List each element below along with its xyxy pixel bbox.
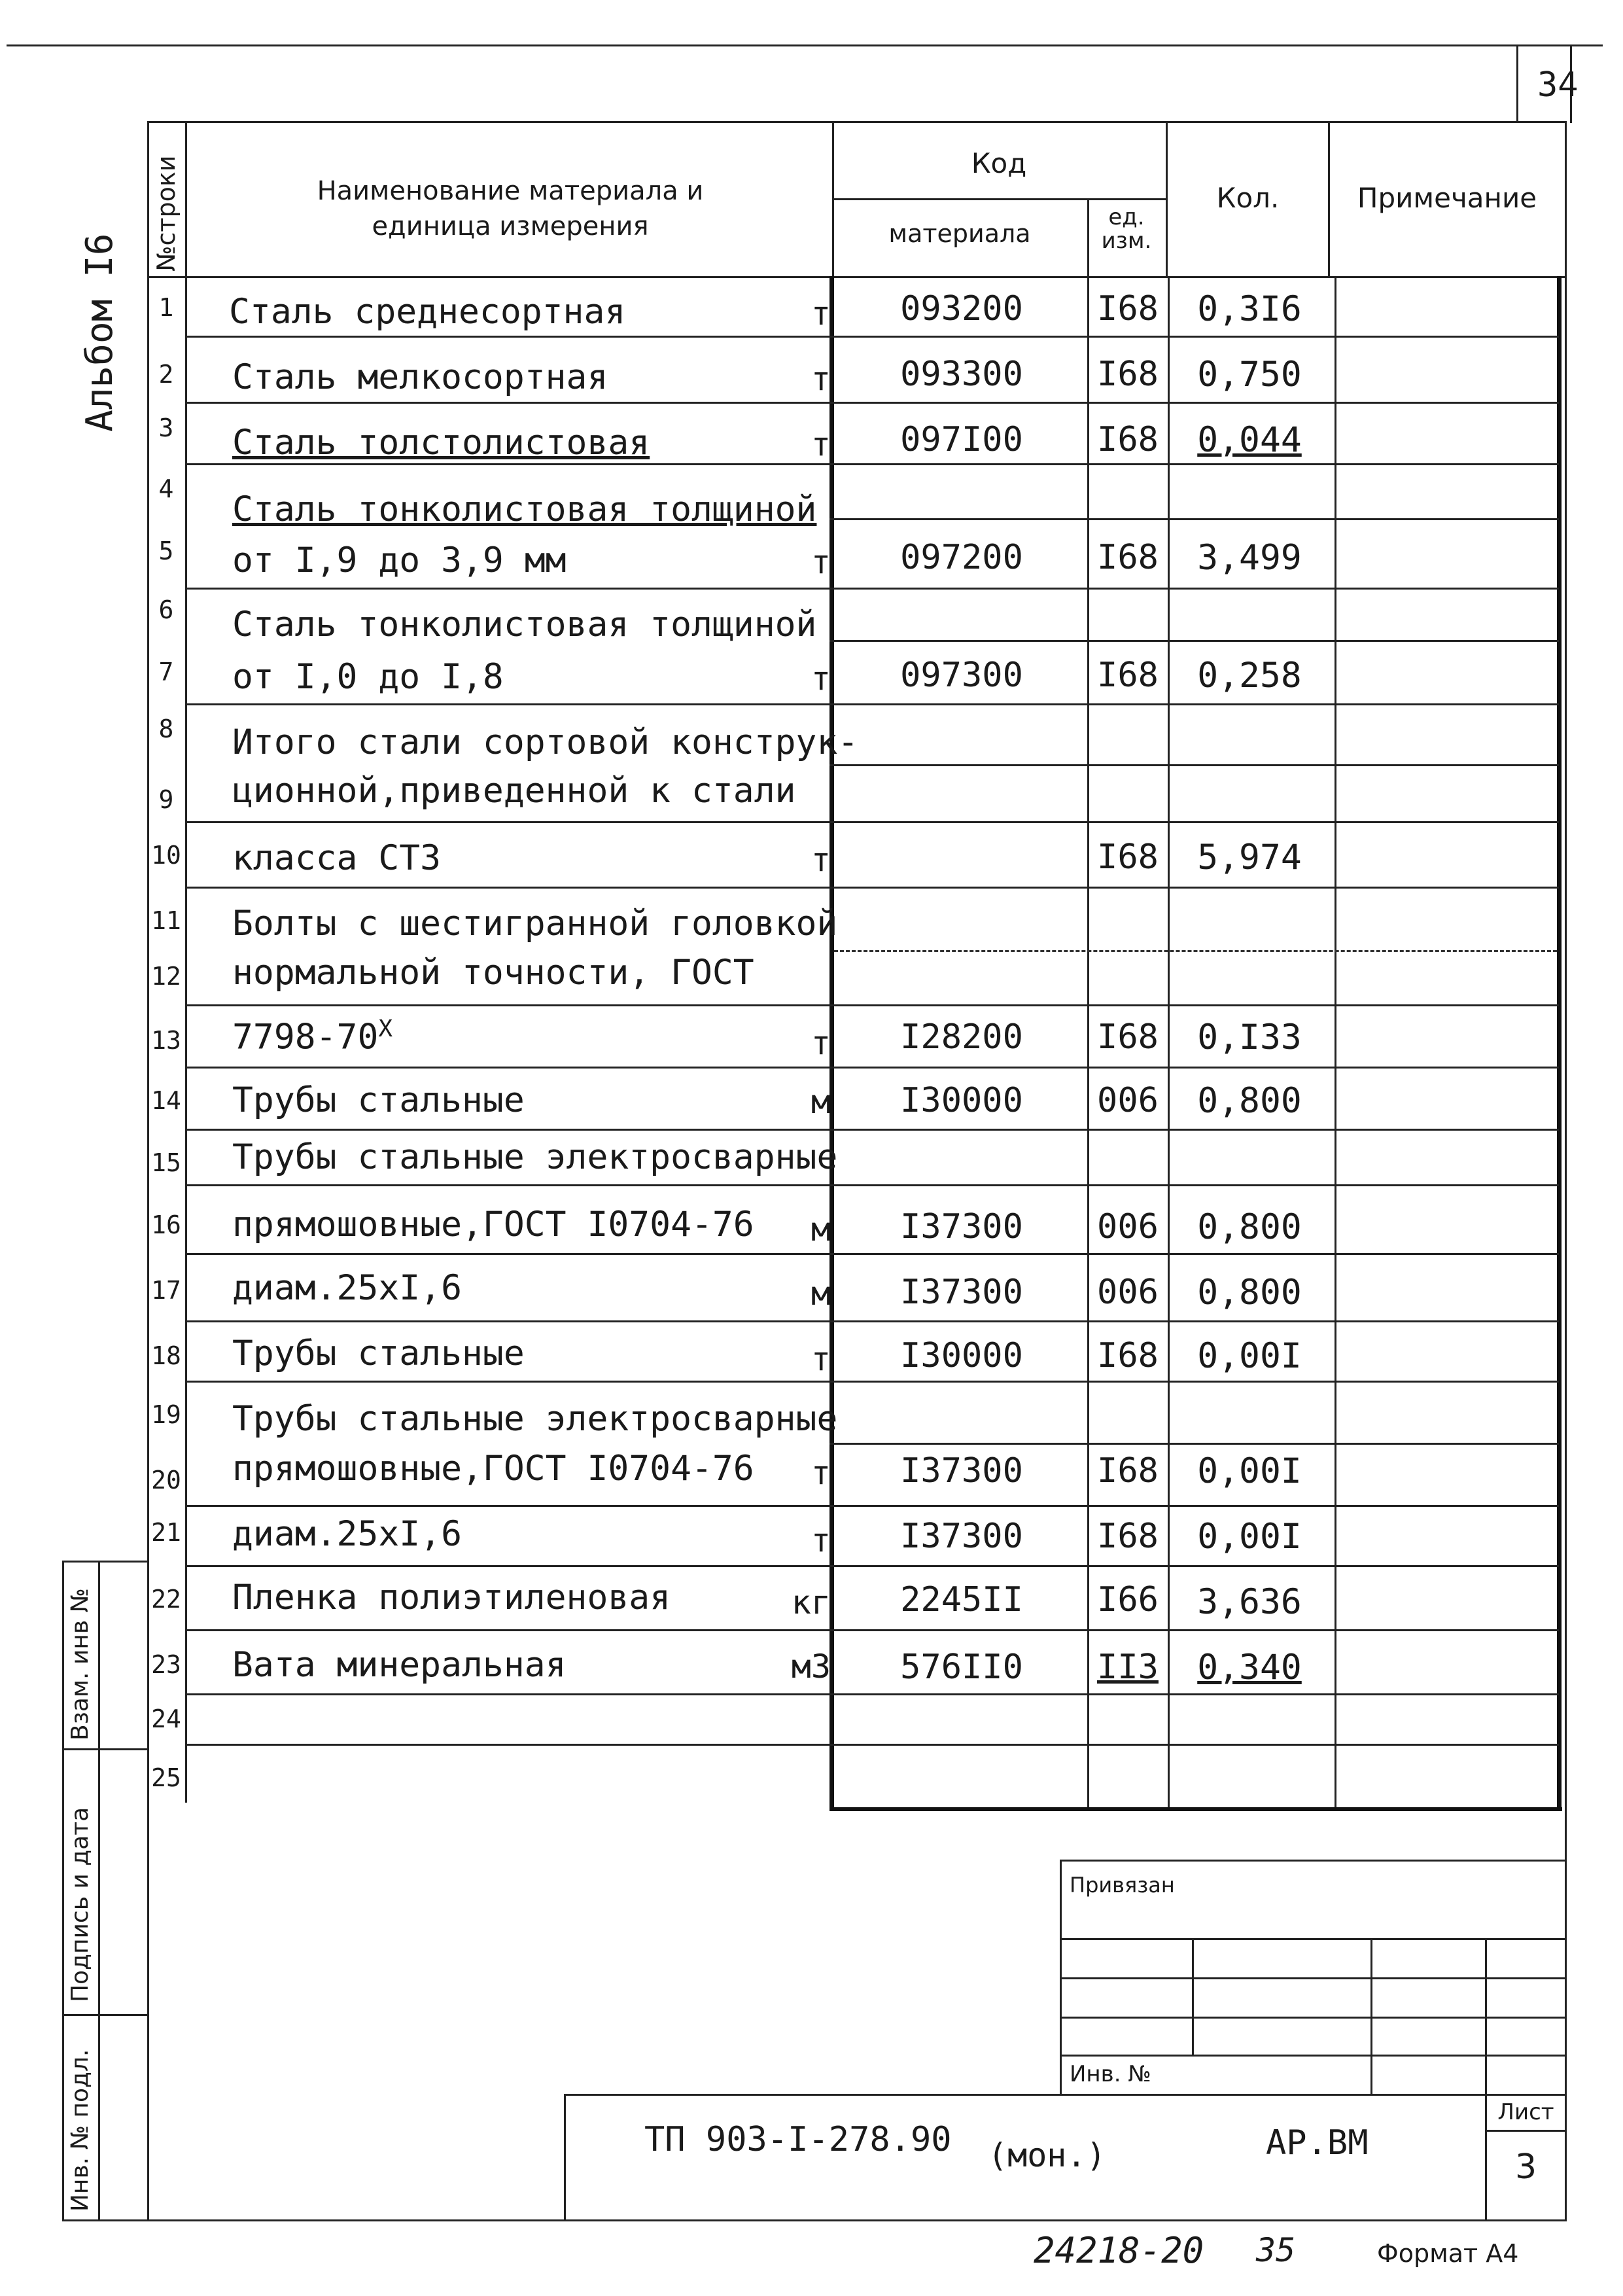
- col-divider-qty: [1168, 276, 1170, 1807]
- row-code: I37300: [900, 1451, 1023, 1491]
- row-line: [185, 1693, 1559, 1695]
- row-eu: I68: [1097, 355, 1159, 394]
- row-unit: т: [811, 660, 831, 698]
- privyazan-top: [1060, 1860, 1567, 1862]
- row-eu: I68: [1097, 1451, 1159, 1491]
- row-unit: т: [811, 1340, 831, 1378]
- row-unit: м: [811, 1083, 831, 1121]
- row-number: 4: [158, 474, 174, 503]
- row-code: 097I00: [900, 420, 1023, 459]
- row-name: прямошовные,ГОСТ I0704-76: [232, 1449, 754, 1489]
- row-number: 25: [151, 1763, 181, 1792]
- row-code: I37300: [900, 1273, 1023, 1312]
- row-qty: 0,340: [1197, 1648, 1302, 1687]
- row-number: 2: [158, 360, 174, 389]
- row-eu: I68: [1097, 538, 1159, 577]
- header-code-material: материала: [888, 219, 1031, 248]
- row-line: [185, 1129, 1559, 1131]
- row-qty: 0,00I: [1197, 1517, 1302, 1557]
- header-code: Код: [971, 147, 1027, 179]
- row-number: 20: [151, 1466, 181, 1494]
- row-name: от I,9 до 3,9 мм: [232, 540, 567, 580]
- row-code: I37300: [900, 1517, 1023, 1556]
- row-number: 7: [158, 658, 174, 686]
- row-eu: I66: [1097, 1580, 1159, 1619]
- row-line: [185, 1004, 1559, 1006]
- row-name: нормальной точности, ГОСТ: [232, 953, 754, 993]
- side-stamp-inner: [98, 1561, 100, 2221]
- row-code: 2245II: [900, 1580, 1023, 1619]
- row-qty: 0,800: [1197, 1081, 1302, 1121]
- row-name: Сталь мелкосортная: [232, 357, 608, 397]
- inv-no-label: Инв. №: [1070, 2061, 1151, 2087]
- privyazan-col2: [1370, 1938, 1372, 2095]
- footer-handwritten-number: 24218-20: [1034, 2230, 1204, 2271]
- header-note: Примечание: [1357, 182, 1537, 214]
- row-number: 11: [151, 906, 181, 935]
- row-name: Трубы стальные: [232, 1333, 525, 1373]
- row-line: [185, 1505, 1559, 1507]
- row-code: 576II0: [900, 1648, 1023, 1687]
- row-line: [185, 1629, 1559, 1631]
- row-number: 12: [151, 962, 181, 991]
- footer-number: 35: [1256, 2231, 1296, 2269]
- row-number: 19: [151, 1400, 181, 1429]
- row-line: [185, 588, 1559, 590]
- row-eu: I68: [1097, 656, 1159, 695]
- row-qty: 0,I33: [1197, 1017, 1302, 1057]
- row-name-text: 7798-70: [232, 1017, 379, 1057]
- row-eu: II3: [1097, 1648, 1159, 1687]
- row-qty: 0,00I: [1197, 1451, 1302, 1491]
- thick-right-note: [1557, 276, 1562, 1810]
- privyazan-row4: [1060, 2055, 1567, 2057]
- side-stamp-top: [62, 1561, 148, 1563]
- side-stamp-inv-podl: Инв. № подл.: [67, 2049, 94, 2212]
- row-name: [232, 1017, 393, 1055]
- row-name-superscript: Х: [378, 1016, 393, 1042]
- thick-bottom-table: [829, 1807, 1562, 1811]
- row-dashed-line: [834, 950, 1557, 952]
- row-name: Трубы стальные электросварные: [232, 1399, 838, 1439]
- row-unit: т: [811, 294, 831, 332]
- row-code: 097300: [900, 656, 1023, 695]
- doc-mark: АР.ВМ: [1266, 2123, 1369, 2163]
- row-qty: 5,974: [1197, 838, 1302, 877]
- sheet-divider: [1485, 2130, 1567, 2132]
- row-code: I28200: [900, 1017, 1023, 1057]
- footer-format: Формат А4: [1377, 2239, 1519, 2268]
- row-eu: 006: [1097, 1273, 1159, 1312]
- row-line: [185, 1067, 1559, 1069]
- row-number-divider: [185, 121, 187, 1803]
- row-eu: I68: [1097, 1017, 1159, 1057]
- row-qty: 0,044: [1197, 420, 1302, 460]
- row-line: [829, 640, 1559, 642]
- top-rule: [7, 44, 1603, 46]
- side-stamp-div2: [62, 2014, 148, 2016]
- right-frame-line: [1565, 121, 1567, 2221]
- row-eu: I68: [1097, 1336, 1159, 1375]
- row-line: [185, 336, 1559, 338]
- row-qty: 0,3I6: [1197, 289, 1302, 329]
- row-name: Итого стали сортовой конструк-: [232, 722, 859, 762]
- row-name: Трубы стальные: [232, 1080, 525, 1120]
- header-bottom-line: [147, 276, 1567, 278]
- row-name: прямошовные,ГОСТ I0704-76: [232, 1205, 754, 1245]
- row-line: [829, 764, 1559, 766]
- row-name: ционной,приведенной к стали: [232, 771, 796, 811]
- row-name: Сталь толстолистовая: [232, 423, 650, 463]
- row-name: Вата минеральная: [232, 1645, 567, 1685]
- row-number: 13: [151, 1026, 181, 1055]
- row-eu: 006: [1097, 1207, 1159, 1246]
- header-code-unit: [1087, 206, 1166, 253]
- row-number: 21: [151, 1518, 181, 1547]
- row-unit: м3: [791, 1648, 831, 1686]
- header-code-underline: [832, 198, 1166, 200]
- row-eu: I68: [1097, 420, 1159, 459]
- row-code: 093300: [900, 355, 1023, 394]
- row-line: [185, 1381, 1559, 1383]
- row-eu: I68: [1097, 838, 1159, 877]
- row-line: [185, 1744, 1559, 1746]
- row-unit: т: [811, 1521, 831, 1559]
- header-code-unit-line2: изм.: [1101, 227, 1152, 254]
- row-name: класса СТ3: [232, 838, 442, 878]
- sheet-label: Лист: [1497, 2099, 1554, 2125]
- row-eu: I68: [1097, 289, 1159, 328]
- col-divider-note: [1335, 276, 1336, 1807]
- col-divider-eu: [1087, 276, 1089, 1807]
- privyazan-row2: [1060, 1977, 1567, 1979]
- row-name: Сталь среднесортная: [229, 292, 626, 332]
- row-unit: т: [811, 1024, 831, 1062]
- side-stamp-div1: [62, 1748, 148, 1750]
- header-top-line: [147, 121, 1567, 123]
- row-line: [185, 1320, 1559, 1322]
- row-unit: т: [811, 1454, 831, 1492]
- row-code: 097200: [900, 538, 1023, 577]
- sheet-number: 3: [1514, 2147, 1537, 2187]
- side-stamp-vzam: Взам. инв №: [67, 1588, 94, 1740]
- privyazan-label: Привязан: [1070, 1873, 1175, 1898]
- row-name: Пленка полиэтиленовая: [232, 1578, 671, 1617]
- privyazan-col1: [1192, 1938, 1194, 2056]
- row-qty: 3,499: [1197, 538, 1302, 578]
- title-block-left: [564, 2094, 566, 2221]
- doc-mon: (мон.): [988, 2136, 1106, 2174]
- row-number: 15: [151, 1148, 181, 1177]
- row-unit: м: [811, 1275, 831, 1313]
- side-stamp-bottom: [62, 2219, 1567, 2221]
- privyazan-row1: [1060, 1938, 1567, 1940]
- row-line: [185, 463, 1559, 465]
- side-stamp-podpis: Подпись и дата: [67, 1807, 94, 2002]
- row-unit: т: [811, 841, 831, 879]
- row-line: [185, 1565, 1559, 1567]
- header-name: [190, 173, 831, 244]
- row-name: Болты с шестигранной головкой: [232, 904, 838, 944]
- row-code: I30000: [900, 1336, 1023, 1375]
- row-number: 5: [158, 537, 174, 565]
- row-unit: м: [811, 1210, 831, 1248]
- row-code: I30000: [900, 1081, 1023, 1120]
- row-eu: I68: [1097, 1517, 1159, 1556]
- row-unit: кг: [791, 1583, 831, 1621]
- privyazan-col3: [1485, 1938, 1487, 2219]
- header-name-line1: Наименование материала и: [317, 176, 704, 206]
- row-line: [185, 821, 1559, 823]
- row-line: [185, 1184, 1559, 1186]
- doc-code: ТП 903-I-278.90: [644, 2120, 952, 2159]
- row-code: I37300: [900, 1207, 1023, 1246]
- row-name: диам.25хI,6: [232, 1268, 462, 1308]
- row-name: от I,0 до I,8: [232, 657, 504, 697]
- row-name: диам.25хI,6: [232, 1514, 462, 1554]
- album-label: Альбом I6: [79, 233, 121, 432]
- row-qty: 0,00I: [1197, 1336, 1302, 1376]
- row-unit: т: [811, 543, 831, 581]
- row-number: 17: [151, 1276, 181, 1305]
- privyazan-row3: [1060, 2017, 1567, 2019]
- row-line: [185, 402, 1559, 404]
- row-number: 22: [151, 1585, 181, 1614]
- title-block-top: [564, 2094, 1567, 2096]
- row-name: Трубы стальные электросварные: [232, 1137, 838, 1177]
- row-line: [185, 887, 1559, 889]
- row-qty: 0,750: [1197, 355, 1302, 395]
- row-number: 24: [151, 1704, 181, 1733]
- row-line: [829, 1443, 1559, 1445]
- row-number: 18: [151, 1341, 181, 1370]
- row-code: 093200: [900, 289, 1023, 328]
- row-number: 1: [158, 293, 174, 322]
- row-qty: 3,636: [1197, 1582, 1302, 1622]
- row-line: [829, 518, 1559, 520]
- row-eu: 006: [1097, 1081, 1159, 1120]
- row-qty: 0,800: [1197, 1273, 1302, 1313]
- row-qty: 0,800: [1197, 1207, 1302, 1247]
- row-unit: т: [811, 425, 831, 463]
- header-code-unit-line1: ед.: [1108, 204, 1145, 230]
- row-number: 23: [151, 1650, 181, 1679]
- row-number: 14: [151, 1086, 181, 1115]
- row-number: 16: [151, 1210, 181, 1239]
- header-qty: Кол.: [1216, 182, 1280, 214]
- row-number: 3: [158, 414, 174, 442]
- row-unit: т: [811, 360, 831, 398]
- header-name-line2: единица измерения: [372, 211, 649, 241]
- row-number: 8: [158, 715, 174, 743]
- row-number: 9: [158, 785, 174, 814]
- row-name: Сталь тонколистовая толщиной: [232, 489, 817, 529]
- row-number: 10: [151, 841, 181, 870]
- row-name: Сталь тонколистовая толщиной: [232, 605, 817, 645]
- row-number: 6: [158, 595, 174, 624]
- row-line: [185, 1253, 1559, 1255]
- page-number: 34: [1537, 65, 1579, 105]
- header-row-no: №строки: [152, 155, 181, 272]
- row-qty: 0,258: [1197, 656, 1302, 696]
- side-stamp-left: [62, 1561, 64, 2221]
- page-number-divider: [1516, 44, 1518, 123]
- row-line: [185, 703, 1559, 705]
